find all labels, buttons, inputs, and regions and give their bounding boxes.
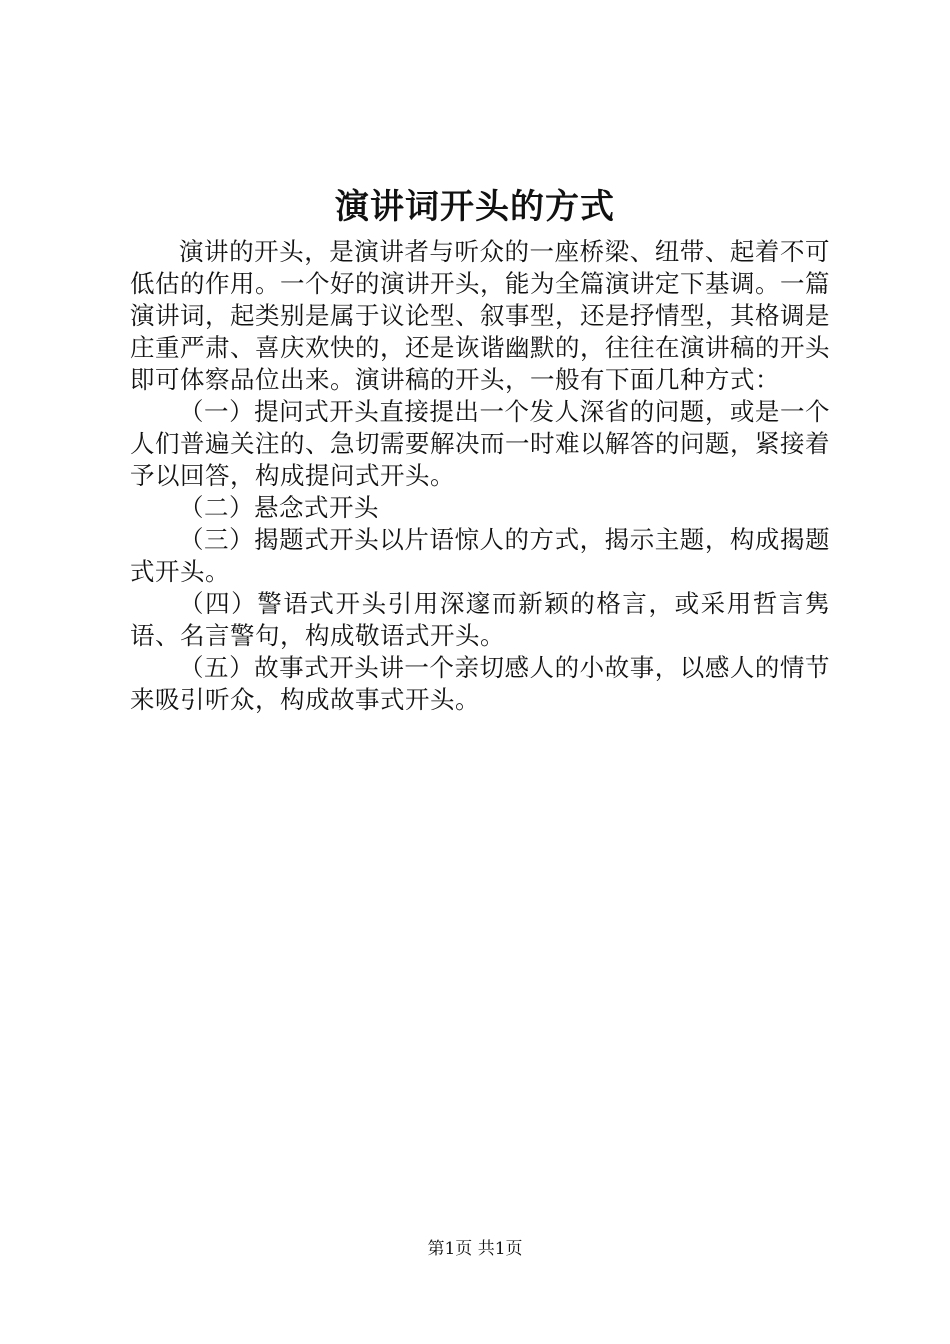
- paragraph-method-4: （四）警语式开头引用深邃而新颖的格言，或采用哲言隽语、名言警句，构成敬语式开头。: [130, 589, 830, 650]
- document-title: 演讲词开头的方式: [335, 187, 615, 227]
- paragraph-method-1: （一）提问式开头直接提出一个发人深省的问题，或是一个人们普遍关注的、急切需要解决而一时难以解答的问题，紧接着予以回答，构成提问式开头。: [130, 397, 830, 490]
- page-footer: 第1页 共1页: [427, 1239, 523, 1259]
- paragraph-method-5: （五）故事式开头讲一个亲切感人的小故事，以感人的情节来吸引听众，构成故事式开头。: [130, 653, 830, 714]
- paragraph-intro: 演讲的开头，是演讲者与听众的一座桥梁、纽带、起着不可低估的作用。一个好的演讲开头，能为全篇演讲定下基调。一篇演讲词，起类别是属于议论型、叙事型，还是抒情型，其格调是庄重严肃、喜庆欢快的，还是诙谐幽默的，往往在演讲稿的开头即可体察品位出来。演讲稿的开头，一般有下面几种方式：: [130, 237, 830, 394]
- document-body: [130, 236, 830, 716]
- paragraph-method-3: （三）揭题式开头以片语惊人的方式，揭示主题，构成揭题式开头。: [130, 525, 830, 586]
- paragraph-method-2: （二）悬念式开头: [179, 493, 379, 522]
